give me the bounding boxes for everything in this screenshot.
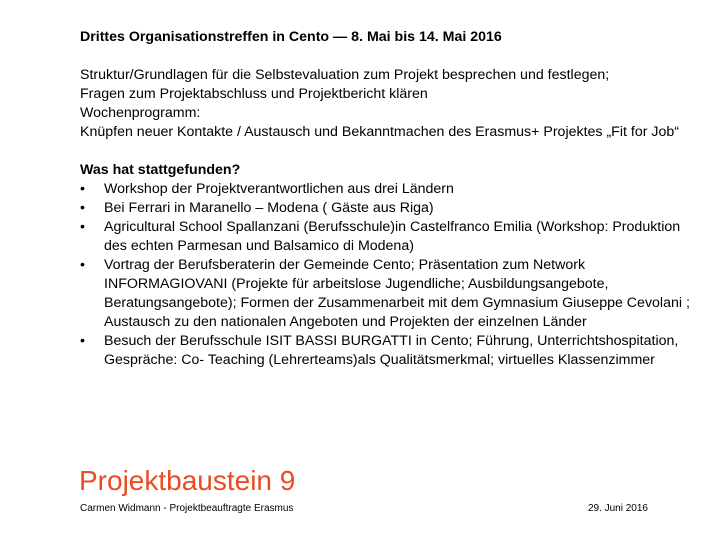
intro-line-4: Knüpfen neuer Kontakte / Austausch und Bekanntmachen des Erasmus+ Projektes „Fit for Job“ [80, 124, 679, 140]
slide-heading: Drittes Organisationstreffen in Cento — 8. Mai bis 14. Mai 2016 [80, 29, 502, 45]
spacer [80, 47, 690, 66]
footer-author: Carmen Widmann - Projektbeauftragte Erasmus [80, 503, 294, 514]
slide-content [80, 28, 690, 370]
bullet-icon: • [80, 181, 85, 197]
bullet-item [80, 199, 690, 218]
bullet-text: Besuch der Berufsschule ISIT BASSI BURGATTI in Cento; Führung, Unterrichtshospitation, Gespräche: Co- Teaching (Lehrerteams)als Qualitätsmerkmal; virtuelles Klassenzimmer [104, 333, 679, 368]
bullet-item [80, 218, 690, 256]
bullet-icon: • [80, 200, 85, 216]
bullet-icon: • [80, 219, 85, 235]
bullet-text: Bei Ferrari in Maranello – Modena ( Gäste aus Riga) [104, 200, 434, 216]
bullet-item [80, 332, 690, 370]
bullet-list [80, 180, 690, 370]
bullet-text: Vortrag der Berufsberaterin der Gemeinde Cento; Präsentation zum Network INFORMAGIOVANI (Projekte für arbeitslose Jugendliche; Ausbildungsangebote, Beratungsangebote); Formen der Zusammenarbeit mit dem Gymnasium Giuseppe Cevolani ; Austausch zu den nationalen Angeboten und Projekten der einzelnen Länder [104, 257, 690, 330]
footer-title: Projektbaustein 9 [79, 465, 296, 496]
bullet-item [80, 256, 690, 332]
spacer [80, 142, 690, 161]
intro-line-2: Fragen zum Projektabschluss und Projektbericht klären [80, 86, 428, 102]
bullet-text: Agricultural School Spallanzani (Berufsschule)in Castelfranco Emilia (Workshop: Produktion des echten Parmesan und Balsamico di Modena) [104, 219, 681, 254]
bullet-icon: • [80, 257, 85, 273]
intro-line-1: Struktur/Grundlagen für die Selbstevaluation zum Projekt besprechen und festlegen; [80, 67, 610, 83]
intro-line-3: Wochenprogramm: [80, 105, 201, 121]
bullet-icon: • [80, 333, 85, 349]
footer-date: 29. Juni 2016 [587, 503, 648, 514]
bullet-text: Workshop der Projektverantwortlichen aus drei Ländern [104, 181, 454, 197]
bullet-item [80, 180, 690, 199]
section-title: Was hat stattgefunden? [80, 162, 241, 178]
